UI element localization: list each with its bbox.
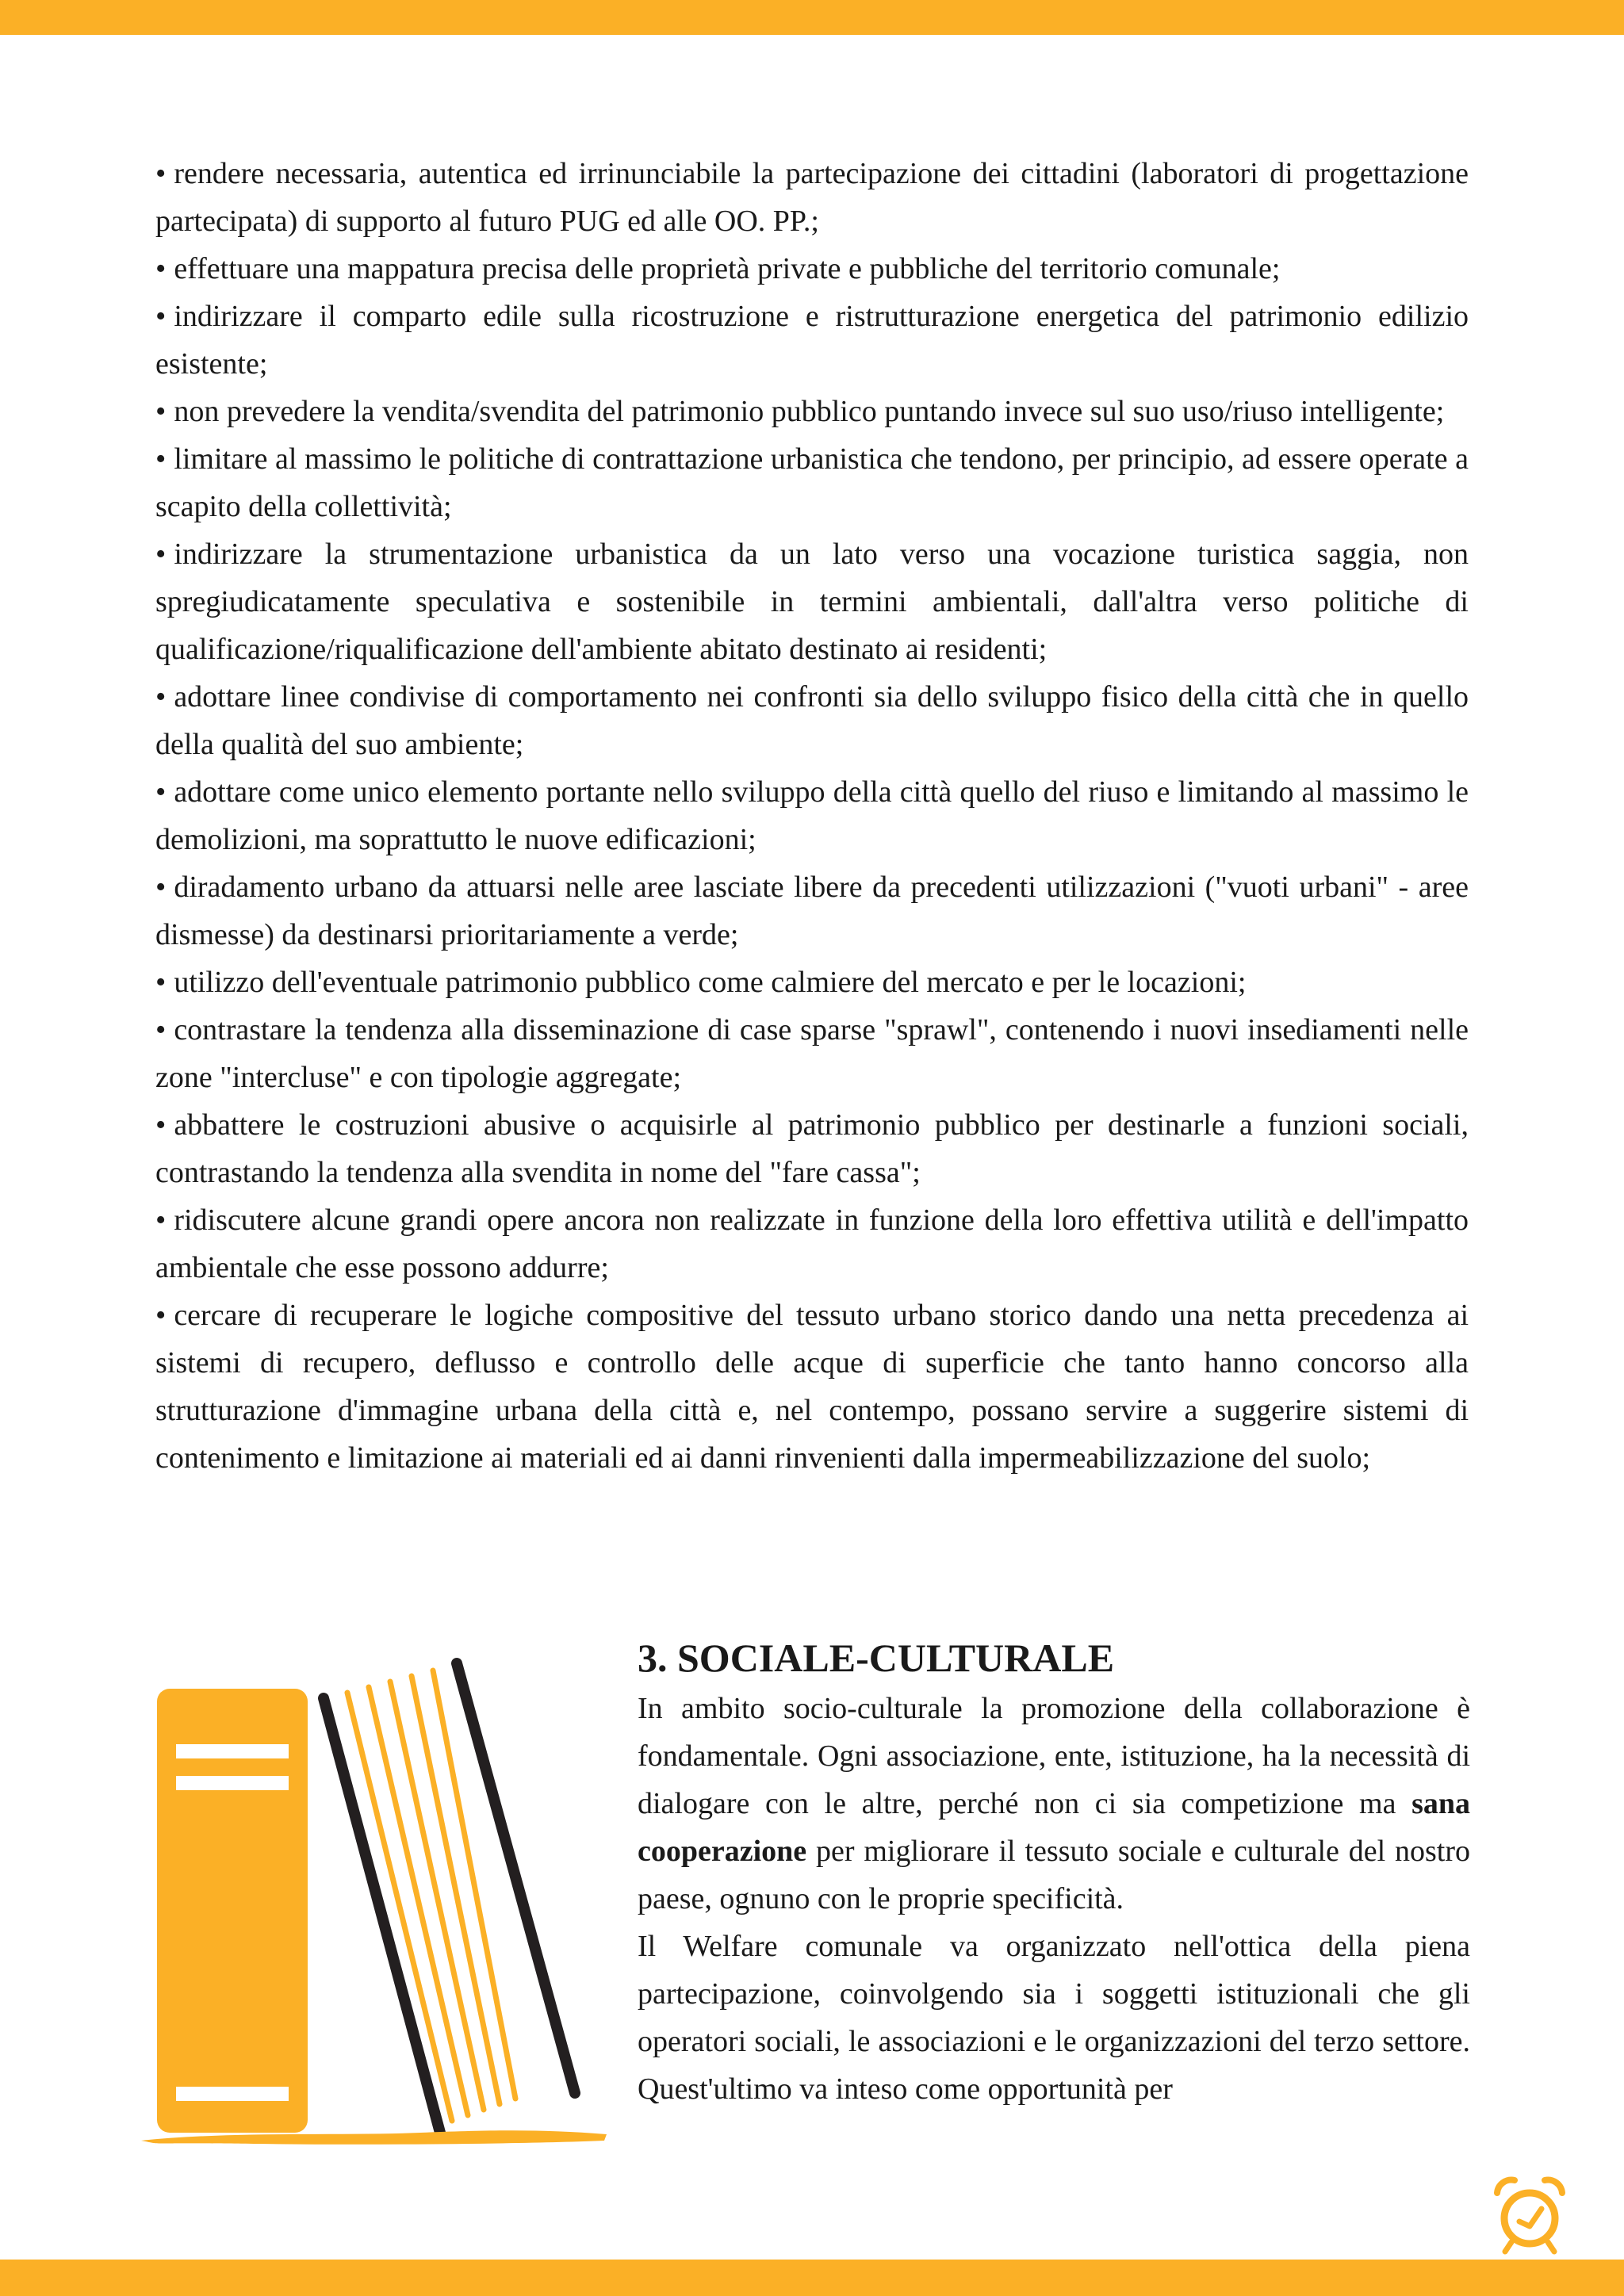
book-spine-band (176, 2087, 289, 2101)
bullet-item: • effettuare una mappatura precisa delle proprietà private e pubbliche del territorio comunale; (155, 252, 1281, 285)
bullet-item: • indirizzare il comparto edile sulla ricostruzione e ristrutturazione energetica del patrimonio edilizio esistente; (155, 300, 1469, 381)
section-paragraph: Il Welfare comunale va organizzato nell'ottica della piena partecipazione, coinvolgendo sia i soggetti istituzionali che gli operatori sociali, le associazioni e le organizzazioni del terzo settore. Quest'ultimo va inteso come opportunità per (638, 1930, 1470, 2106)
alarm-clock-icon (1486, 2169, 1573, 2256)
bullet-list (155, 150, 1469, 1482)
section-body (638, 1685, 1470, 2113)
bottom-accent-bar (0, 2260, 1624, 2296)
top-accent-bar (0, 0, 1624, 35)
section-paragraph: In ambito socio-culturale la promozione della collaborazione è fondamentale. Ogni associazione, ente, istituzione, ha la necessità di dialogare con le altre, perché non ci sia competizione ma sana cooperazione per migliorare il tessuto sociale e culturale del nostro paese, ognuno con le proprie specificità. (638, 1692, 1470, 1915)
bullet-item: • utilizzo dell'eventuale patrimonio pubblico come calmiere del mercato e per le locazioni; (155, 966, 1247, 999)
bullet-item: • contrastare la tendenza alla disseminazione di case sparse "sprawl", contenendo i nuovi insediamenti nelle zone "intercluse" e con tipologie aggregate; (155, 1013, 1469, 1094)
bullet-item: • cercare di recuperare le logiche compositive del tessuto urbano storico dando una netta precedenza ai sistemi di recupero, deflusso e controllo delle acque di superficie che tanto hanno concorso alla strutturazione d'immagine urbana della città e, nel contempo, possano servire a suggerire sistemi di contenimento e limitazione ai materiali ed ai danni rinvenienti dalla impermeabilizzazione del suolo; (155, 1299, 1469, 1475)
bullet-item: • non prevedere la vendita/svendita del patrimonio pubblico puntando invece sul suo uso/riuso intelligente; (155, 395, 1445, 428)
bullet-item: • diradamento urbano da attuarsi nelle aree lasciate libere da precedenti utilizzazioni ("vuoti urbani" - aree dismesse) da destinarsi prioritariamente a verde; (155, 871, 1469, 951)
bullet-item: • indirizzare la strumentazione urbanistica da un lato verso una vocazione turistica saggia, non spregiudicatamente speculativa e sostenibile in termini ambientali, dall'altra verso politiche di qualificazione/riqualificazione dell'ambiente abitato destinato ai residenti; (155, 538, 1469, 666)
book-spine-band (176, 1776, 289, 1790)
bullet-item: • rendere necessaria, autentica ed irrinunciabile la partecipazione dei cittadini (laboratori di progettazione partecipata) di supporto al futuro PUG ed alle OO. PP.; (155, 157, 1469, 238)
section-heading: 3. SOCIALE-CULTURALE (638, 1636, 1115, 1680)
book-spine-band (176, 1744, 289, 1758)
leaning-book (324, 1663, 575, 2133)
bullet-item: • abbattere le costruzioni abusive o acquisirle al patrimonio pubblico per destinarle a funzioni sociali, contrastando la tendenza alla svendita in nome del "fare cassa"; (155, 1108, 1469, 1189)
bullet-item: • ridiscutere alcune grandi opere ancora non realizzate in funzione della loro effettiva utilità e dell'impatto ambientale che esse possono addurre; (155, 1203, 1469, 1284)
bullet-item: • limitare al massimo le politiche di contrattazione urbanistica che tendono, per principio, ad essere operate a scapito della collettività; (155, 442, 1469, 523)
books-icon (135, 1649, 611, 2156)
emphasis-text: sana cooperazione (638, 1787, 1470, 1868)
bullet-item: • adottare linee condivise di comportamento nei confronti sia dello sviluppo fisico della città che in quello della qualità del suo ambiente; (155, 680, 1469, 761)
bullet-item: • adottare come unico elemento portante nello sviluppo della città quello del riuso e limitando al massimo le demolizioni, ma soprattutto le nuove edificazioni; (155, 775, 1469, 856)
